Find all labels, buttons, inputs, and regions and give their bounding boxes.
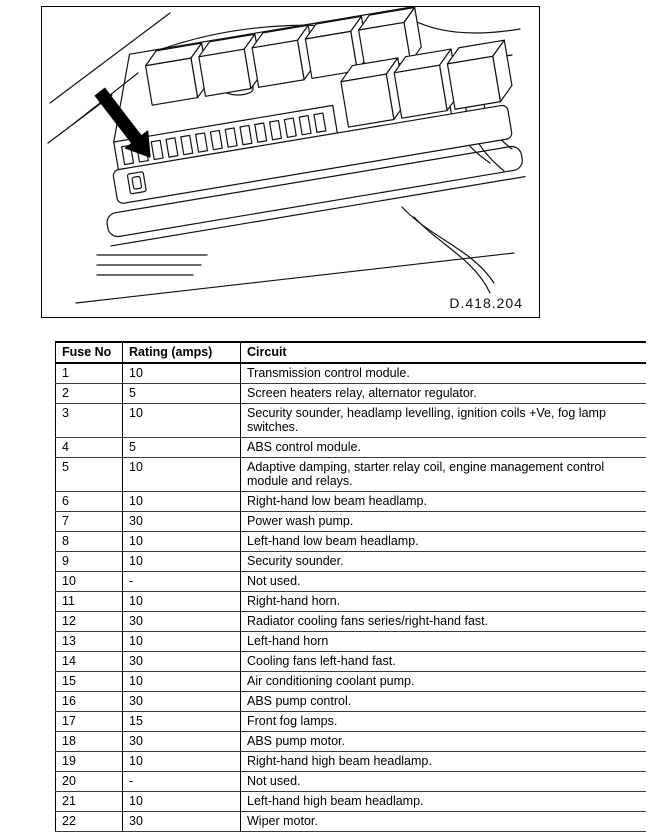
fuse-no: 13 <box>56 632 123 652</box>
fuse-no: 14 <box>56 652 123 672</box>
fuse-rating: 30 <box>123 812 241 832</box>
fuse-no: 1 <box>56 363 123 384</box>
fuse-rating: 5 <box>123 384 241 404</box>
fuse-circuit: Wiper motor. <box>241 812 647 832</box>
fuse-rating: 10 <box>123 458 241 492</box>
fuse-rating: 10 <box>123 492 241 512</box>
fuse-no: 4 <box>56 438 123 458</box>
fuse-circuit: Cooling fans left-hand fast. <box>241 652 647 672</box>
fusebox-body <box>80 7 531 246</box>
fuse-circuit: Right-hand horn. <box>241 592 647 612</box>
fusebox-drawing <box>42 7 539 317</box>
fuse-no: 9 <box>56 552 123 572</box>
table-row <box>56 752 647 772</box>
table-row <box>56 612 647 632</box>
fuse-rating: 10 <box>123 672 241 692</box>
fuse-rating: 10 <box>123 792 241 812</box>
fuse-rating: 10 <box>123 404 241 438</box>
fuse-table-header <box>56 342 647 363</box>
fuse-circuit: Right-hand low beam headlamp. <box>241 492 647 512</box>
fuse-circuit: Not used. <box>241 572 647 592</box>
fuse-rating: 10 <box>123 552 241 572</box>
fuse-circuit: Radiator cooling fans series/right-hand fast. <box>241 612 647 632</box>
fuse-table-body <box>56 363 647 832</box>
fuse-circuit: Not used. <box>241 772 647 792</box>
fuse-circuit: Screen heaters relay, alternator regulator. <box>241 384 647 404</box>
table-row <box>56 512 647 532</box>
header-row <box>56 342 647 363</box>
fuse-no: 3 <box>56 404 123 438</box>
fuse-circuit: ABS pump motor. <box>241 732 647 752</box>
fuse-rating: 10 <box>123 752 241 772</box>
table-row <box>56 492 647 512</box>
table-row <box>56 384 647 404</box>
fuse-circuit: Air conditioning coolant pump. <box>241 672 647 692</box>
fuse-circuit: Security sounder, headlamp levelling, ignition coils +Ve, fog lamp switches. <box>241 404 647 438</box>
figure-caption: D.418.204 <box>449 295 523 311</box>
table-row <box>56 552 647 572</box>
table-row <box>56 458 647 492</box>
table-row <box>56 404 647 438</box>
fuse-rating: 30 <box>123 652 241 672</box>
table-row <box>56 438 647 458</box>
table-row <box>56 672 647 692</box>
fuse-no: 20 <box>56 772 123 792</box>
fuse-rating: 30 <box>123 512 241 532</box>
fuse-circuit: Power wash pump. <box>241 512 647 532</box>
fuse-circuit: Security sounder. <box>241 552 647 572</box>
fuse-no: 8 <box>56 532 123 552</box>
fuse-no: 15 <box>56 672 123 692</box>
fuse-circuit: ABS pump control. <box>241 692 647 712</box>
fuse-rating: 30 <box>123 612 241 632</box>
fuse-no: 7 <box>56 512 123 532</box>
fuse-no: 6 <box>56 492 123 512</box>
table-row <box>56 652 647 672</box>
fuse-no: 21 <box>56 792 123 812</box>
table-row <box>56 712 647 732</box>
fuse-circuit: Front fog lamps. <box>241 712 647 732</box>
fuse-circuit: Right-hand high beam headlamp. <box>241 752 647 772</box>
fusebox-figure <box>41 6 540 318</box>
table-row <box>56 632 647 652</box>
table-row <box>56 732 647 752</box>
fuse-circuit: Left-hand low beam headlamp. <box>241 532 647 552</box>
table-row <box>56 812 647 832</box>
fuse-rating: 30 <box>123 692 241 712</box>
fuse-no: 2 <box>56 384 123 404</box>
fuse-rating: 5 <box>123 438 241 458</box>
fuse-circuit: Left-hand high beam headlamp. <box>241 792 647 812</box>
table-row <box>56 772 647 792</box>
fuse-no: 17 <box>56 712 123 732</box>
fuse-no: 18 <box>56 732 123 752</box>
table-row <box>56 363 647 384</box>
fuse-rating: - <box>123 572 241 592</box>
table-row <box>56 592 647 612</box>
table-row <box>56 532 647 552</box>
table-row <box>56 792 647 812</box>
fuse-no: 22 <box>56 812 123 832</box>
fuse-table <box>55 341 646 832</box>
fuse-circuit: Left-hand horn <box>241 632 647 652</box>
fuse-no: 11 <box>56 592 123 612</box>
fuse-rating: 10 <box>123 592 241 612</box>
header-rating: Rating (amps) <box>123 342 241 363</box>
fuse-no: 10 <box>56 572 123 592</box>
fuse-circuit: ABS control module. <box>241 438 647 458</box>
fuse-rating: 10 <box>123 363 241 384</box>
header-fuse-no: Fuse No <box>56 342 123 363</box>
fuse-circuit: Adaptive damping, starter relay coil, engine management control module and relays. <box>241 458 647 492</box>
fuse-rating: - <box>123 772 241 792</box>
fuse-no: 5 <box>56 458 123 492</box>
fuse-no: 19 <box>56 752 123 772</box>
fuse-rating: 15 <box>123 712 241 732</box>
header-circuit: Circuit <box>241 342 647 363</box>
fuse-no: 12 <box>56 612 123 632</box>
table-row <box>56 572 647 592</box>
fuse-rating: 30 <box>123 732 241 752</box>
table-row <box>56 692 647 712</box>
fuse-no: 16 <box>56 692 123 712</box>
fuse-rating: 10 <box>123 632 241 652</box>
fuse-circuit: Transmission control module. <box>241 363 647 384</box>
fuse-rating: 10 <box>123 532 241 552</box>
